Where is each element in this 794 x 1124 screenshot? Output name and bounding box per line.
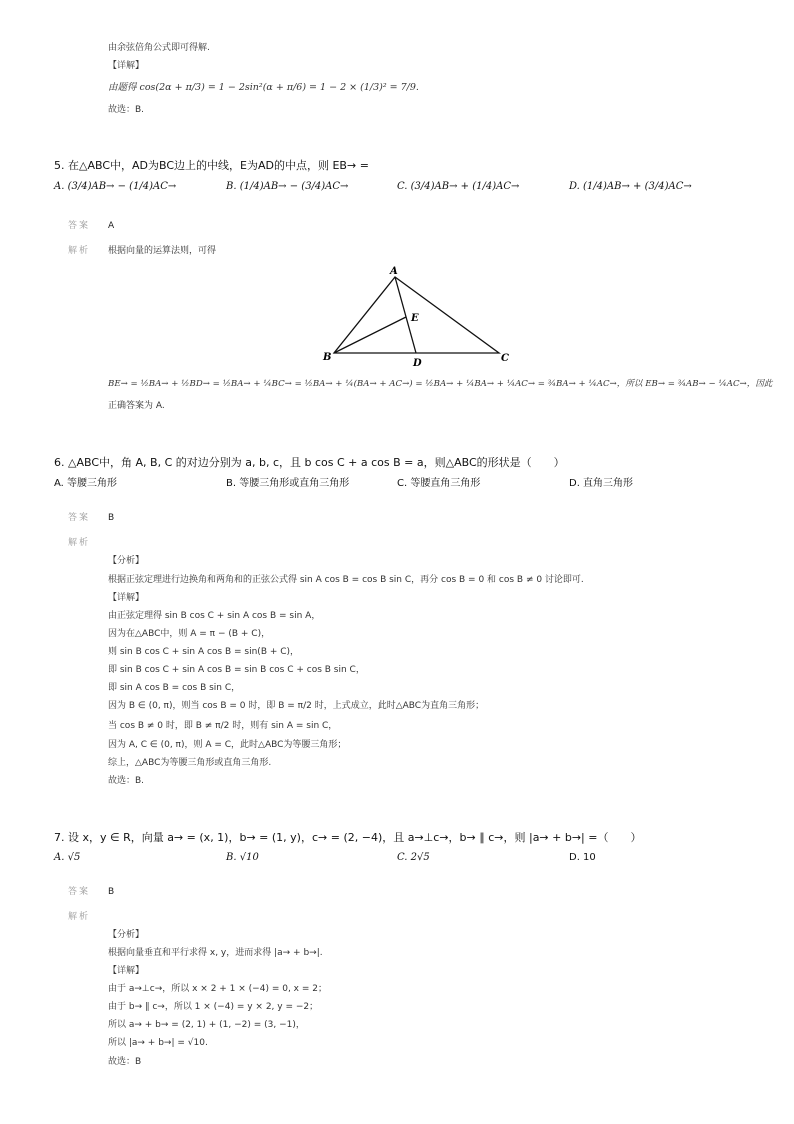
q7-answer-label: 答案 — [68, 887, 91, 897]
q6-line-10: 当 cos B ≠ 0 时，即 B ≠ π/2 时，则有 sin A = sin C， — [108, 721, 338, 731]
q6-stem: 6. △ABC中，角 A, B, C 的对边分别为 a, b, c，且 b cos C + a cos B = a，则△ABC的形状是（ ） — [54, 456, 565, 469]
q5-option-c: C. (3/4)AB→ + (1/4)AC→ — [397, 181, 520, 192]
q6-analysis-label: 解析 — [68, 538, 91, 548]
q6-line-8: 即 sin A cos B = cos B sin C， — [108, 683, 241, 693]
q7-line-8: 故选：B — [108, 1057, 142, 1067]
q6-answer: B — [108, 513, 115, 523]
q7-line-3: 【详解】 — [108, 966, 145, 976]
q7-line-5: 由于 b→ ∥ c→，所以 1 × (−4) = y × 2, y = −2； — [108, 1002, 319, 1012]
q7-line-4: 由于 a→⊥c→，所以 x × 2 + 1 × (−4) = 0, x = 2； — [108, 984, 327, 994]
top-formula: 由题得 cos(2α + π/3) = 1 − 2sin²(α + π/6) = 1 − 2 × (1/3)² = 7/9. — [108, 82, 419, 93]
q7-option-b: B. √10 — [226, 852, 259, 863]
q7-answer: B — [108, 887, 115, 897]
label-vertex-b: B — [323, 352, 332, 363]
q7-line-6: 所以 a→ + b→ = (2, 1) + (1, −2) = (3, −1)， — [108, 1020, 305, 1030]
q6-option-a: A. 等腰三角形 — [54, 478, 118, 489]
q6-answer-label: 答案 — [68, 513, 91, 523]
q6-line-5: 因为在△ABC中，则 A = π − (B + C)， — [108, 629, 271, 639]
top-choice: 故选：B. — [108, 105, 145, 115]
label-vertex-c: C — [501, 353, 509, 364]
q5-answer: A — [108, 221, 115, 231]
q7-line-7: 所以 |a→ + b→| = √10. — [108, 1038, 208, 1048]
q6-line-9: 因为 B ∈ (0, π)，则当 cos B = 0 时，即 B = π/2 时，上式成立，此时△ABC为直角三角形； — [108, 701, 485, 711]
q6-line-12: 综上，△ABC为等腰三角形或直角三角形. — [108, 758, 272, 768]
q6-line-1: 【分析】 — [108, 556, 145, 566]
q6-line-2: 根据正弦定理进行边换角和两角和的正弦公式得 sin A cos B = cos B sin C，再分 cos B = 0 和 cos B ≠ 0 讨论即可. — [108, 575, 584, 585]
q6-line-3: 【详解】 — [108, 593, 145, 603]
q7-option-a: A. √5 — [54, 852, 81, 863]
q5-conclusion: 正确答案为 A. — [108, 401, 165, 411]
label-point-e: E — [411, 313, 419, 324]
q5-stem: 5. 在△ABC中，AD为BC边上的中线，E为AD的中点，则 EB→ = — [54, 159, 369, 172]
q6-line-13: 故选：B. — [108, 776, 145, 786]
q5-option-b: B. (1/4)AB→ − (3/4)AC→ — [226, 181, 349, 192]
triangle-figure — [318, 262, 518, 372]
label-vertex-a: A — [390, 266, 398, 277]
q6-line-7: 即 sin B cos C + sin A cos B = sin B cos C + cos B sin C， — [108, 665, 365, 675]
q5-derivation: BE→ = ½BA→ + ½BD→ = ½BA→ + ¼BC→ = ½BA→ + ¼(BA→ + AC→) = ½BA→ + ¼BA→ + ¼AC→ = ¾BA→ + ¼AC→，所以 EB→ = ¾AB→ − ¼AC→，因此 — [108, 379, 773, 389]
q5-analysis-label: 解析 — [68, 246, 91, 256]
q7-line-1: 【分析】 — [108, 930, 145, 940]
q6-option-b: B. 等腰三角形或直角三角形 — [226, 478, 350, 489]
q6-option-c: C. 等腰直角三角形 — [397, 478, 481, 489]
top-line-1: 由余弦倍角公式即可得解. — [108, 43, 210, 53]
q7-option-c: C. 2√5 — [397, 852, 430, 863]
q7-option-d: D. 10 — [569, 852, 596, 863]
q6-line-6: 则 sin B cos C + sin A cos B = sin(B + C)， — [108, 647, 300, 657]
q5-option-a: A. (3/4)AB→ − (1/4)AC→ — [54, 181, 177, 192]
q7-analysis-label: 解析 — [68, 912, 91, 922]
q5-answer-label: 答案 — [68, 221, 91, 231]
q7-line-2: 根据向量垂直和平行求得 x, y，进而求得 |a→ + b→|. — [108, 948, 323, 958]
q5-analysis-intro: 根据向量的运算法则，可得 — [108, 246, 217, 256]
q6-line-11: 因为 A, C ∈ (0, π)，则 A = C，此时△ABC为等腰三角形； — [108, 740, 347, 750]
top-detail-heading: 【详解】 — [108, 61, 145, 71]
label-point-d: D — [413, 358, 422, 369]
q5-option-d: D. (1/4)AB→ + (3/4)AC→ — [569, 181, 692, 192]
q7-stem: 7. 设 x，y ∈ R，向量 a→ = (x, 1)，b→ = (1, y)，c→ = (2, −4)，且 a→⊥c→，b→ ∥ c→，则 |a→ + b→| =（ ） — [54, 831, 642, 844]
q6-line-4: 由正弦定理得 sin B cos C + sin A cos B = sin A， — [108, 611, 321, 621]
q6-option-d: D. 直角三角形 — [569, 478, 634, 489]
